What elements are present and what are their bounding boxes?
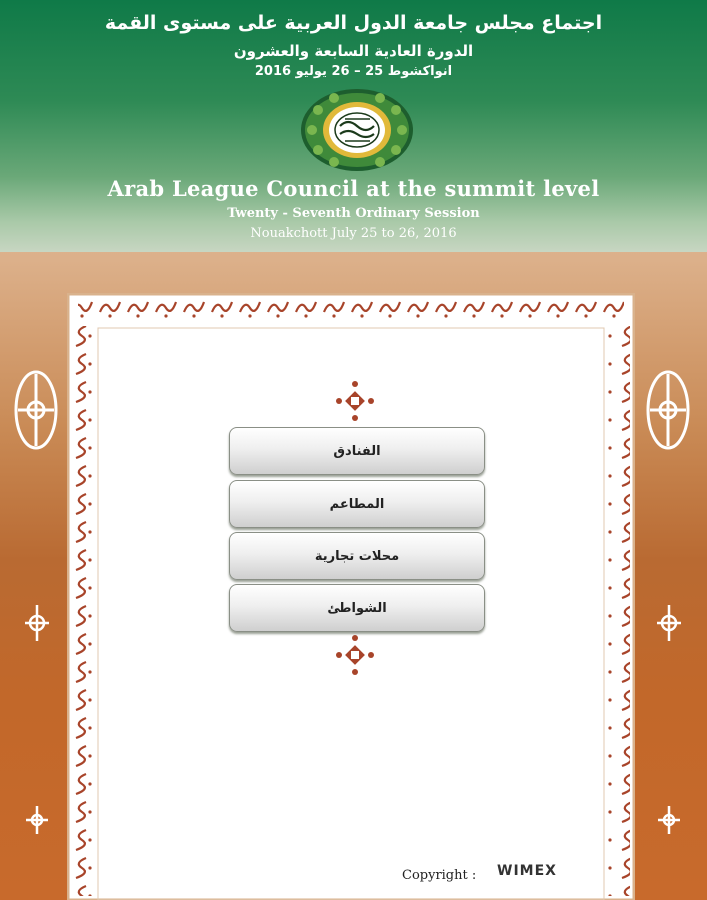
- english-title: Arab League Council at the summit level: [107, 176, 600, 201]
- left-bottom-ornament-icon: [24, 804, 50, 836]
- right-large-ornament-icon: [644, 366, 692, 454]
- english-date: Nouakchott July 25 to 26, 2016: [250, 226, 457, 241]
- right-small-ornament-icon: [654, 603, 684, 643]
- left-small-ornament-icon: [22, 603, 52, 643]
- arabic-session: الدورة العادية السابعة والعشرون: [233, 42, 474, 60]
- header-banner: [0, 0, 707, 252]
- arab-league-emblem-icon: [298, 86, 416, 174]
- left-large-ornament-icon: [12, 366, 60, 454]
- shops-button[interactable]: محلات تجارية: [229, 532, 485, 580]
- restaurants-button[interactable]: المطاعم: [229, 480, 485, 528]
- hotels-button[interactable]: الفنادق: [229, 427, 485, 475]
- english-session: Twenty - Seventh Ordinary Session: [227, 206, 480, 221]
- arabic-title: اجتماع مجلس جامعة الدول العربية على مستوى القمة: [104, 12, 603, 34]
- right-bottom-ornament-icon: [656, 804, 682, 836]
- copyright-text: Copyright :: [402, 868, 477, 883]
- top-center-ornament-icon: [336, 380, 374, 422]
- bottom-center-ornament-icon: [336, 634, 374, 676]
- wimex-logo: WIMEX: [497, 863, 557, 879]
- arabic-date: انواكشوط 25 – 26 يوليو 2016: [254, 64, 453, 79]
- beaches-button[interactable]: الشواطئ: [229, 584, 485, 632]
